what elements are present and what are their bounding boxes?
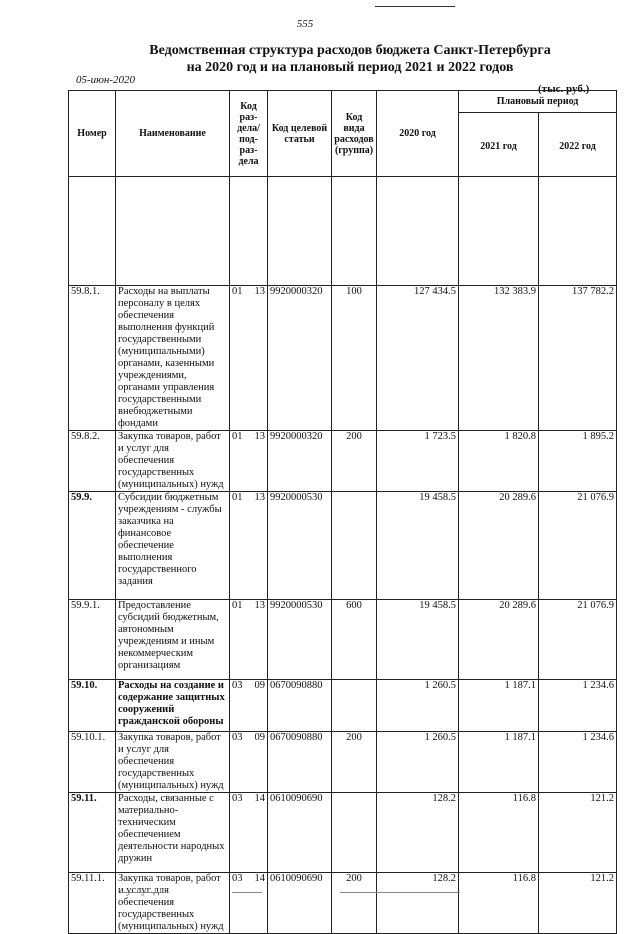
row-2022: 121.2 [539, 873, 617, 934]
row-section: 03 [230, 793, 247, 873]
row-2021: 1 820.8 [459, 431, 539, 492]
header-2022: 2022 год [539, 113, 617, 177]
row-2020: 19 458.5 [377, 600, 459, 680]
row-type [332, 492, 377, 600]
row-section: 01 [230, 286, 247, 431]
row-2020: 1 260.5 [377, 680, 459, 732]
row-number: 59.10. [69, 680, 116, 732]
table-row [69, 793, 617, 873]
top-rule [375, 6, 455, 7]
row-name: Закупка товаров, работ и услуг для обеспечения государственных (муниципальных) нужд [116, 873, 230, 934]
row-2021: 20 289.6 [459, 600, 539, 680]
row-name: Расходы на создание и содержание защитных сооружений гражданской обороны [116, 680, 230, 732]
row-2022: 21 076.9 [539, 492, 617, 600]
row-number: 59.11.1. [69, 873, 116, 934]
row-type: 100 [332, 286, 377, 431]
row-2021: 132 383.9 [459, 286, 539, 431]
row-type: 600 [332, 600, 377, 680]
row-subsection: 13 [247, 431, 268, 492]
row-number: 59.10.1. [69, 732, 116, 793]
row-section: 01 [230, 600, 247, 680]
row-2022: 137 782.2 [539, 286, 617, 431]
header-type: Код вида расходов (группа) [332, 91, 377, 177]
row-2021: 20 289.6 [459, 492, 539, 600]
header-spacer-row [69, 177, 617, 286]
row-target: 9920000530 [268, 492, 332, 600]
row-2020: 1 723.5 [377, 431, 459, 492]
row-subsection: 09 [247, 732, 268, 793]
row-target: 0610090690 [268, 873, 332, 934]
row-name: Расходы, связанные с материально-техническим обеспечением деятельности народных дружин [116, 793, 230, 873]
row-target: 0670090880 [268, 680, 332, 732]
table-row [69, 873, 617, 934]
row-section: 01 [230, 431, 247, 492]
document-title [110, 42, 590, 76]
table-row [69, 600, 617, 680]
table-row [69, 492, 617, 600]
row-2021: 116.8 [459, 793, 539, 873]
row-2020: 128.2 [377, 873, 459, 934]
row-2022: 1 234.6 [539, 680, 617, 732]
row-2021: 116.8 [459, 873, 539, 934]
row-section: 03 [230, 680, 247, 732]
row-target: 9920000320 [268, 431, 332, 492]
header-2021: 2021 год [459, 113, 539, 177]
row-2021: 1 187.1 [459, 680, 539, 732]
row-type: 200 [332, 431, 377, 492]
header-planned-period: Плановый период [459, 91, 617, 113]
row-section: 03 [230, 732, 247, 793]
row-name: Субсидии бюджетным учреждениям - службы заказчика на финансовое обеспечение выполнения государственного задания [116, 492, 230, 600]
row-target: 9920000530 [268, 600, 332, 680]
footer-scan-mark [232, 892, 262, 893]
row-type [332, 680, 377, 732]
units-label: (тыс. руб.) [538, 83, 590, 95]
title-line-1: Ведомственная структура расходов бюджета Санкт-Петербурга [149, 43, 551, 58]
header-name: Наименование [116, 91, 230, 177]
footer-scan-mark [340, 892, 460, 893]
row-2020: 1 260.5 [377, 732, 459, 793]
row-section: 01 [230, 492, 247, 600]
row-target: 0610090690 [268, 793, 332, 873]
header-number: Номер [69, 91, 116, 177]
row-2020: 19 458.5 [377, 492, 459, 600]
row-name: Закупка товаров, работ и услуг для обеспечения государственных (муниципальных) нужд [116, 431, 230, 492]
row-number: 59.8.2. [69, 431, 116, 492]
row-name: Закупка товаров, работ и услуг для обеспечения государственных (муниципальных) нужд [116, 732, 230, 793]
row-2020: 127 434.5 [377, 286, 459, 431]
table-row [69, 680, 617, 732]
row-subsection: 13 [247, 600, 268, 680]
table-row [69, 732, 617, 793]
row-target: 9920000320 [268, 286, 332, 431]
table-row [69, 286, 617, 431]
header-section: Код раз-дела/ под-раз-дела [230, 91, 268, 177]
row-type: 200 [332, 873, 377, 934]
document-date: 05-июн-2020 [76, 74, 136, 86]
row-subsection: 09 [247, 680, 268, 732]
row-2022: 21 076.9 [539, 600, 617, 680]
title-line-2: на 2020 год и на плановый период 2021 и 2022 годов [186, 60, 514, 75]
row-type: 200 [332, 732, 377, 793]
row-2022: 121.2 [539, 793, 617, 873]
table-row [69, 431, 617, 492]
row-number: 59.9.1. [69, 600, 116, 680]
row-number: 59.9. [69, 492, 116, 600]
row-subsection: 14 [247, 873, 268, 934]
row-target: 0670090880 [268, 732, 332, 793]
row-name: Предоставление субсидий бюджетным, автономным учреждениям и иным некоммерческим организациям [116, 600, 230, 680]
row-2022: 1 234.6 [539, 732, 617, 793]
row-subsection: 13 [247, 286, 268, 431]
row-name: Расходы на выплаты персоналу в целях обеспечения выполнения функций государственными (муниципальными) органами, казенными учреждениями, органами управления государственными внебюджетными фондами [116, 286, 230, 431]
footer-scan-mark [120, 892, 165, 893]
row-subsection: 14 [247, 793, 268, 873]
header-target: Код целевой статьи [268, 91, 332, 177]
row-section: 03 [230, 873, 247, 934]
row-2022: 1 895.2 [539, 431, 617, 492]
row-number: 59.11. [69, 793, 116, 873]
row-2020: 128.2 [377, 793, 459, 873]
row-subsection: 13 [247, 492, 268, 600]
page-number: 555 [296, 18, 314, 30]
header-2020: 2020 год [377, 91, 459, 177]
row-number: 59.8.1. [69, 286, 116, 431]
row-2021: 1 187.1 [459, 732, 539, 793]
budget-table [68, 90, 617, 934]
row-type [332, 793, 377, 873]
